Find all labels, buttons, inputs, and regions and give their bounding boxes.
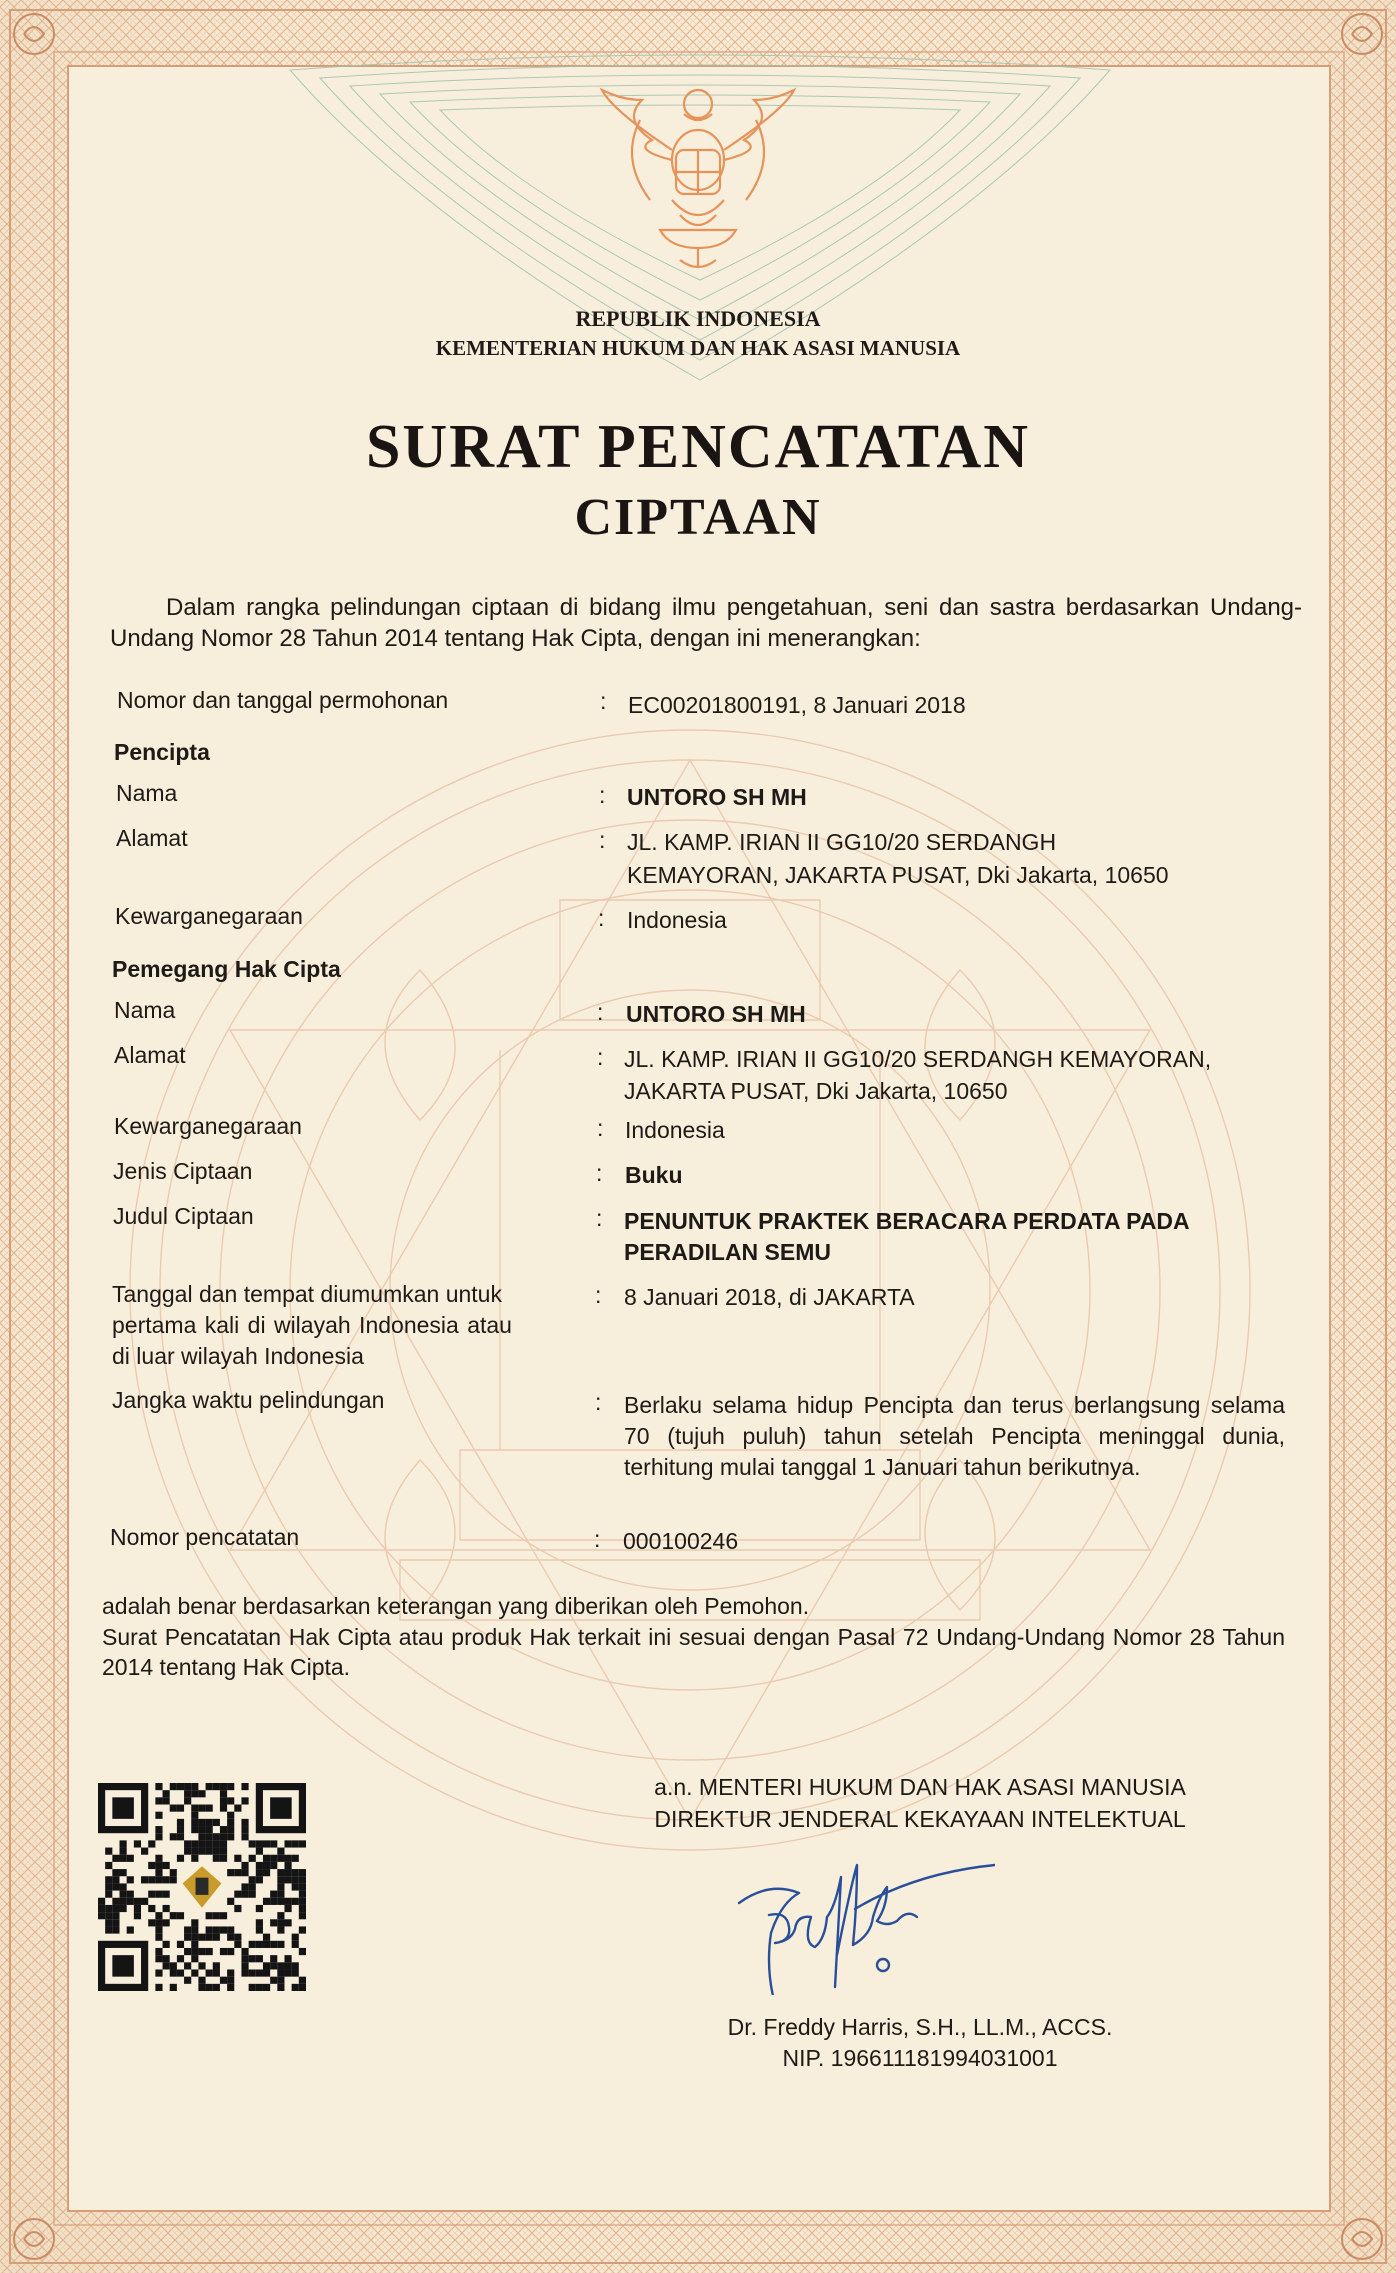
colon: : [597, 999, 604, 1025]
signatory-position: DIREKTUR JENDERAL KEKAYAAN INTELEKTUAL [654, 1806, 1186, 1832]
creator-address-line1: JL. KAMP. IRIAN II GG10/20 SERDANGH [627, 829, 1057, 855]
holder-name-label: Nama [114, 997, 176, 1023]
holder-name: UNTORO SH MH [626, 1001, 806, 1027]
creator-address-label: Alamat [116, 825, 188, 851]
page-title: SURAT PENCATATAN [365, 413, 1031, 481]
colon: : [596, 1205, 603, 1231]
record-number: 000100246 [623, 1528, 739, 1554]
closing-line1: adalah benar berdasarkan keterangan yang diberikan oleh Pemohon. [102, 1593, 810, 1619]
published-label-line1: Tanggal dan tempat diumumkan untuk [112, 1281, 502, 1307]
colon: : [596, 1160, 603, 1186]
work-type-label: Jenis Ciptaan [113, 1158, 253, 1184]
colon: : [597, 1044, 604, 1070]
header-ministry: KEMENTERIAN HUKUM DAN HAK ASASI MANUSIA [435, 336, 961, 360]
colon: : [600, 688, 607, 714]
garuda-icon [602, 90, 794, 268]
creator-heading: Pencipta [114, 739, 210, 765]
holder-heading: Pemegang Hak Cipta [112, 956, 341, 982]
holder-citizenship-label: Kewarganegaraan [114, 1113, 302, 1139]
published-label-line3: di luar wilayah Indonesia [112, 1343, 364, 1369]
colon: : [599, 782, 606, 808]
colon: : [595, 1282, 602, 1308]
application-label: Nomor dan tanggal permohonan [117, 687, 449, 713]
creator-name: UNTORO SH MH [627, 784, 807, 810]
published-label-line2: pertama kali di wilayah Indonesia atau [112, 1312, 512, 1338]
holder-address-line2: JAKARTA PUSAT, Dki Jakarta, 10650 [624, 1078, 1008, 1104]
page-subtitle: CIPTAAN [574, 489, 822, 546]
holder-citizenship: Indonesia [625, 1117, 725, 1143]
closing-line2: Surat Pencatatan Hak Cipta atau produk Hak terkait ini sesuai dengan Pasal 72 Undang-Undang Nomor 28 Tahun 2014 tentang Hak Cipta. [102, 1624, 1285, 1680]
creator-citizenship-label: Kewarganegaraan [115, 903, 303, 929]
protection-value: Berlaku selama hidup Pencipta dan terus berlangsung selama 70 (tujuh puluh) tahun setelah Pencipta meninggal dunia, terhitung mulai tanggal 1 Januari tahun berikutnya. [624, 1392, 1285, 1480]
header-country: REPUBLIK INDONESIA [575, 306, 821, 331]
signatory-on-behalf: a.n. MENTERI HUKUM DAN HAK ASASI MANUSIA [654, 1774, 1186, 1800]
creator-address-line2: KEMAYORAN, JAKARTA PUSAT, Dki Jakarta, 10650 [627, 862, 1169, 888]
colon: : [597, 1115, 604, 1141]
record-label: Nomor pencatatan [110, 1524, 300, 1550]
colon: : [599, 827, 606, 853]
holder-address-line1: JL. KAMP. IRIAN II GG10/20 SERDANGH KEMAYORAN, [624, 1046, 1212, 1072]
signatory-nip: NIP. 196611181994031001 [782, 2045, 1058, 2071]
work-title-line1: PENUNTUK PRAKTEK BERACARA PERDATA PADA [624, 1208, 1190, 1234]
protection-label: Jangka waktu pelindungan [112, 1387, 385, 1413]
application-value: EC00201800191, 8 Januari 2018 [628, 692, 966, 718]
colon: : [598, 905, 605, 931]
holder-address-label: Alamat [114, 1042, 186, 1068]
colon: : [594, 1526, 601, 1552]
qr-code [98, 1783, 306, 1991]
intro-paragraph: Dalam rangka pelindungan ciptaan di bidang ilmu pengetahuan, seni dan sastra berdasarkan Undang-Undang Nomor 28 Tahun 2014 tentang Hak Cipta, dengan ini menerangkan: [110, 594, 1302, 652]
creator-name-label: Nama [116, 780, 178, 806]
signature [725, 1845, 995, 1995]
signatory-name: Dr. Freddy Harris, S.H., LL.M., ACCS. [727, 2014, 1113, 2040]
work-type: Buku [625, 1162, 683, 1188]
creator-citizenship: Indonesia [627, 907, 727, 933]
published-value: 8 Januari 2018, di JAKARTA [624, 1284, 915, 1310]
work-title-label: Judul Ciptaan [113, 1203, 254, 1229]
work-title-line2: PERADILAN SEMU [624, 1239, 832, 1265]
colon: : [595, 1389, 602, 1415]
